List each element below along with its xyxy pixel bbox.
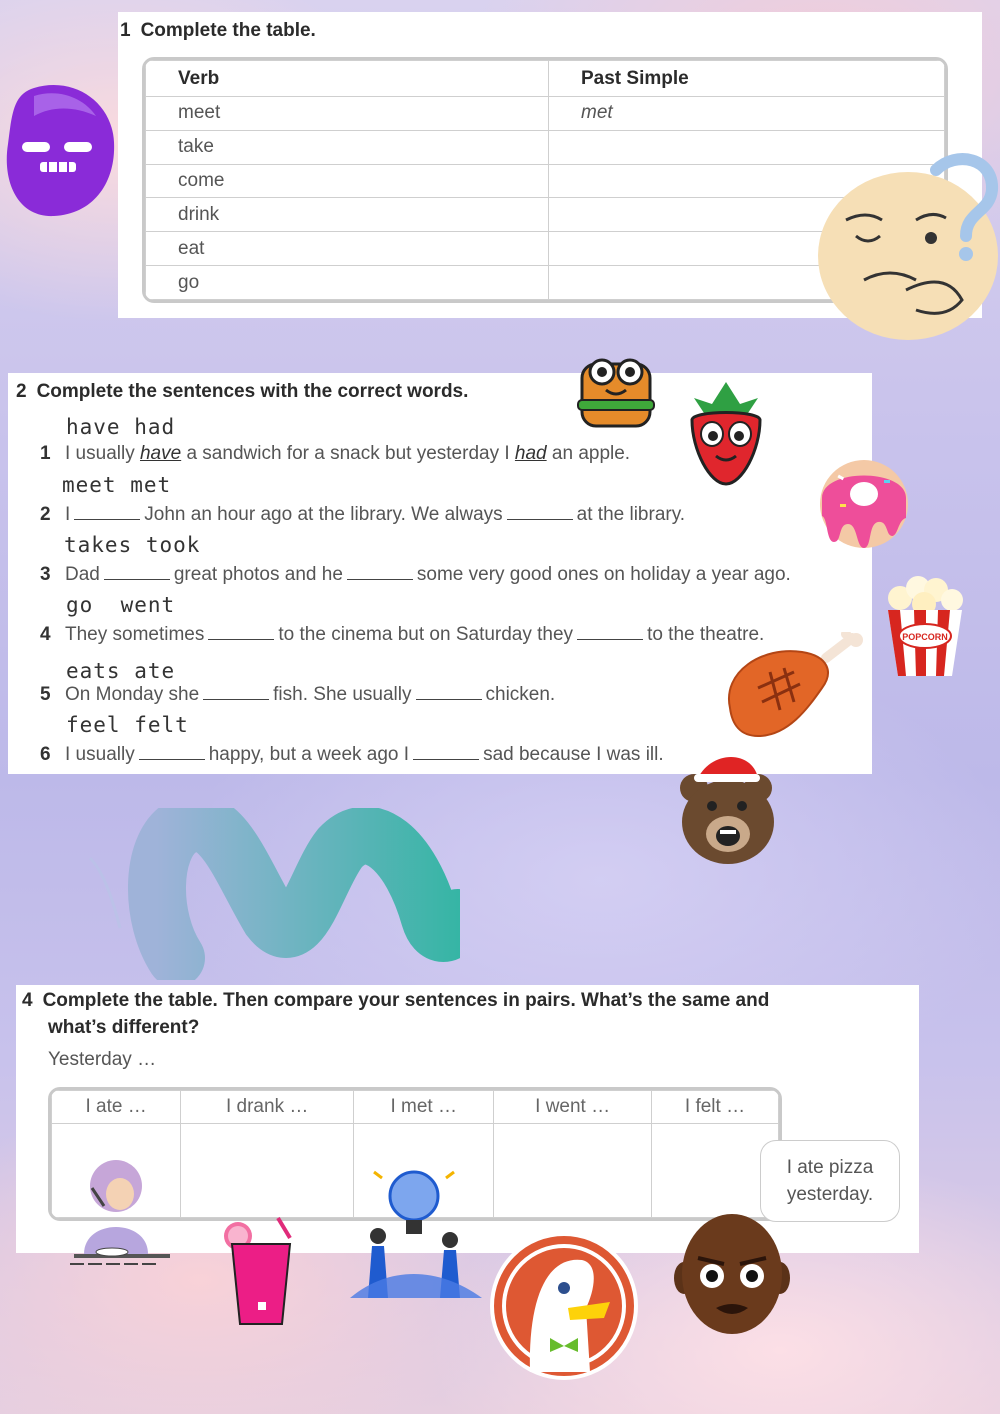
verb-header: Verb (146, 61, 549, 97)
answer-blank[interactable] (416, 683, 482, 700)
verb-cell: take (146, 130, 549, 164)
word-hint: go went (66, 593, 176, 617)
sentence-text: at the library. (576, 504, 686, 525)
sentence-text: sad because I was ill. (483, 744, 664, 765)
sentence-5 (40, 683, 555, 706)
verb-cell: meet (146, 97, 549, 131)
sentence-text: to the theatre. (647, 624, 765, 645)
word-hint: feel felt (66, 713, 189, 737)
answer-blank[interactable] (139, 743, 205, 760)
verb-cell: eat (146, 232, 549, 266)
pink-drink-sticker (218, 1214, 304, 1328)
answer-cell[interactable] (494, 1124, 652, 1218)
word-hint: takes took (64, 533, 201, 557)
answer-blank[interactable] (507, 503, 573, 520)
word-hint: have had (66, 415, 176, 439)
answer-word: had (514, 443, 547, 464)
felt-header: I felt … (651, 1091, 778, 1124)
answer-blank[interactable] (577, 623, 643, 640)
exercise-title-text: Complete the sentences with the correct words. (36, 381, 469, 402)
sentence-4 (40, 623, 764, 646)
thinking-face-sticker (816, 150, 1000, 342)
answer-blank[interactable] (74, 503, 140, 520)
sentence-1 (40, 443, 630, 465)
answer-blank[interactable] (347, 563, 413, 580)
exercise-4-title (22, 987, 769, 1014)
exercise-number: 2 (16, 381, 27, 402)
popcorn-label: POPCORN (902, 632, 948, 642)
sentence-number: 3 (40, 564, 51, 585)
verb-cell: go (146, 266, 549, 300)
answer-word: have (139, 443, 182, 464)
purple-blob-sticker (4, 82, 116, 220)
sentence-text: great photos and he (173, 564, 343, 585)
answer-blank[interactable] (203, 683, 269, 700)
eating-person-sticker (64, 1158, 176, 1268)
popcorn-sticker (886, 576, 964, 678)
bubble-line-2: yesterday. (786, 1184, 874, 1205)
exercise-number: 4 (22, 990, 33, 1011)
sentence-text: a sandwich for a snack but yesterday I (181, 443, 515, 464)
answer-cell[interactable] (181, 1124, 354, 1218)
past-cell[interactable]: met (549, 97, 945, 131)
strawberry-sticker (686, 380, 766, 486)
duckduckgo-logo-sticker (490, 1232, 638, 1380)
sentence-text: an apple. (546, 443, 631, 464)
exercise-2-title (16, 381, 468, 403)
word-hint: eats ate (66, 659, 176, 683)
sentence-number: 1 (40, 443, 51, 464)
sentence-text: Dad (65, 564, 100, 585)
bear-sticker (672, 748, 780, 866)
exercise-title-text: Complete the table. Then compare your sentences in pairs. What’s the same and (42, 990, 770, 1011)
sentence-text: some very good ones on holiday a year ago. (416, 564, 791, 585)
sentence-text: fish. She usually (273, 684, 412, 705)
sentence-text: John an hour ago at the library. We always (144, 504, 503, 525)
yesterday-label: Yesterday … (48, 1049, 157, 1070)
exercise-title-text: Complete the table. (140, 20, 316, 41)
sentence-number: 4 (40, 624, 51, 645)
answer-blank[interactable] (104, 563, 170, 580)
sentence-text: I usually (65, 744, 135, 765)
donut-sticker (818, 458, 910, 558)
sentence-text: happy, but a week ago I (208, 744, 410, 765)
word-hint: meet met (62, 473, 172, 497)
sentence-number: 5 (40, 684, 51, 705)
answer-blank[interactable] (208, 623, 274, 640)
speech-bubble (760, 1140, 900, 1222)
sentence-text: to the cinema but on Saturday they (278, 624, 574, 645)
sentence-text: chicken. (485, 684, 556, 705)
answer-blank[interactable] (413, 743, 479, 760)
sentence-3 (40, 563, 791, 586)
sandwich-sticker (576, 350, 656, 430)
sentence-number: 6 (40, 744, 51, 765)
teamwork-idea-sticker (348, 1166, 484, 1300)
sentence-text: On Monday she (65, 684, 200, 705)
ate-header: I ate … (52, 1091, 181, 1124)
bald-man-sticker (672, 1212, 792, 1336)
went-header: I went … (494, 1091, 652, 1124)
teal-wave-decoration (80, 808, 460, 980)
sentence-text: I (65, 504, 71, 525)
bubble-line-1: I ate pizza (786, 1157, 874, 1178)
met-header: I met … (354, 1091, 494, 1124)
sentence-2 (40, 503, 685, 526)
verb-cell: drink (146, 198, 549, 232)
chicken-leg-sticker (722, 632, 864, 744)
exercise-1-title (120, 20, 316, 42)
sentence-text: I usually (65, 443, 140, 464)
past-simple-header: Past Simple (549, 61, 945, 97)
drank-header: I drank … (181, 1091, 354, 1124)
sentence-6 (40, 743, 664, 766)
sentence-text: They sometimes (65, 624, 205, 645)
verb-cell: come (146, 164, 549, 198)
exercise-4-title-line2: what’s different? (48, 1017, 200, 1038)
exercise-number: 1 (120, 20, 131, 41)
sentence-number: 2 (40, 504, 51, 525)
